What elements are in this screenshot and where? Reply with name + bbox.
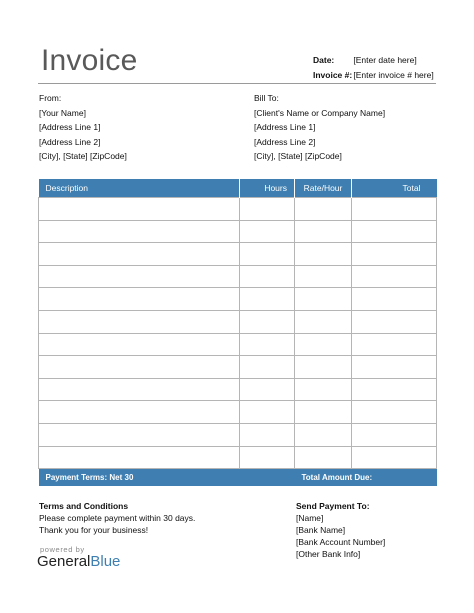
table-row	[39, 220, 437, 243]
column-header-total: Total	[352, 179, 437, 198]
column-header-rate: Rate/Hour	[295, 179, 352, 198]
send-payment-heading: Send Payment To:	[296, 501, 370, 511]
terms-block	[39, 500, 195, 536]
cell-hours[interactable]	[240, 220, 295, 243]
bill-to-city-state-zip[interactable]: [City], [State] [ZipCode]	[254, 151, 342, 162]
bill-to-block	[254, 91, 385, 164]
from-block	[39, 91, 127, 164]
cell-rate[interactable]	[295, 333, 352, 356]
bill-to-address-line-2[interactable]: [Address Line 2]	[254, 136, 316, 147]
total-amount-due-label: Total Amount Due:	[295, 469, 437, 487]
cell-rate[interactable]	[295, 446, 352, 469]
table-row	[39, 446, 437, 469]
line-items-table	[38, 179, 437, 486]
header-divider	[38, 83, 436, 84]
cell-total[interactable]	[352, 401, 437, 424]
cell-hours[interactable]	[240, 243, 295, 266]
cell-total[interactable]	[352, 446, 437, 469]
payment-terms: Payment Terms: Net 30	[39, 469, 295, 487]
bill-to-label: Bill To:	[254, 93, 279, 103]
cell-rate[interactable]	[295, 310, 352, 333]
invoice-title: Invoice	[41, 44, 138, 77]
cell-description[interactable]	[39, 198, 240, 221]
table-header-row	[39, 179, 437, 198]
table-row	[39, 378, 437, 401]
cell-hours[interactable]	[240, 288, 295, 311]
cell-description[interactable]	[39, 356, 240, 379]
table-row	[39, 265, 437, 288]
cell-total[interactable]	[352, 423, 437, 446]
table-row	[39, 423, 437, 446]
payment-other-info[interactable]: [Other Bank Info]	[296, 549, 361, 559]
bill-to-name[interactable]: [Client's Name or Company Name]	[254, 107, 386, 118]
brand-name-part-2: Blue	[90, 553, 121, 570]
cell-rate[interactable]	[295, 378, 352, 401]
invoice-number-value[interactable]: [Enter invoice # here]	[353, 70, 434, 80]
cell-description[interactable]	[39, 446, 240, 469]
cell-total[interactable]	[352, 198, 437, 221]
brand-logo	[37, 552, 120, 572]
from-address-line-1[interactable]: [Address Line 1]	[39, 122, 101, 133]
cell-description[interactable]	[39, 220, 240, 243]
payment-name[interactable]: [Name]	[296, 513, 324, 523]
payment-account-number[interactable]: [Bank Account Number]	[296, 537, 386, 547]
cell-hours[interactable]	[240, 401, 295, 424]
table-row	[39, 401, 437, 424]
cell-description[interactable]	[39, 423, 240, 446]
cell-total[interactable]	[352, 310, 437, 333]
cell-hours[interactable]	[240, 265, 295, 288]
cell-total[interactable]	[352, 243, 437, 266]
date-row	[313, 54, 417, 66]
table-row	[39, 310, 437, 333]
cell-total[interactable]	[352, 333, 437, 356]
cell-rate[interactable]	[295, 220, 352, 243]
cell-total[interactable]	[352, 378, 437, 401]
cell-hours[interactable]	[240, 378, 295, 401]
send-payment-block	[296, 500, 385, 560]
from-label: From:	[39, 93, 62, 103]
cell-rate[interactable]	[295, 401, 352, 424]
invoice-number-label: Invoice #:	[313, 70, 353, 80]
cell-hours[interactable]	[240, 333, 295, 356]
cell-total[interactable]	[352, 265, 437, 288]
cell-description[interactable]	[39, 243, 240, 266]
cell-total[interactable]	[352, 220, 437, 243]
table-row	[39, 198, 437, 221]
cell-rate[interactable]	[295, 356, 352, 379]
cell-rate[interactable]	[295, 198, 352, 221]
cell-description[interactable]	[39, 310, 240, 333]
cell-hours[interactable]	[240, 198, 295, 221]
from-address-line-2[interactable]: [Address Line 2]	[39, 136, 101, 147]
cell-rate[interactable]	[295, 265, 352, 288]
cell-description[interactable]	[39, 288, 240, 311]
table-row	[39, 288, 437, 311]
table-row	[39, 356, 437, 379]
terms-line-1: Please complete payment within 30 days.	[39, 513, 196, 523]
from-city-state-zip[interactable]: [City], [State] [ZipCode]	[39, 151, 127, 162]
cell-total[interactable]	[352, 356, 437, 379]
cell-hours[interactable]	[240, 446, 295, 469]
cell-description[interactable]	[39, 401, 240, 424]
brand-name-part-1: General	[37, 553, 91, 570]
powered-by-label: powered by	[40, 545, 85, 554]
cell-rate[interactable]	[295, 288, 352, 311]
terms-line-2: Thank you for your business!	[39, 525, 149, 535]
bill-to-address-line-1[interactable]: [Address Line 1]	[254, 122, 316, 133]
date-value[interactable]: [Enter date here]	[353, 55, 417, 65]
table-footer-row	[39, 469, 437, 487]
cell-hours[interactable]	[240, 310, 295, 333]
column-header-description: Description	[39, 179, 240, 198]
table-row	[39, 333, 437, 356]
line-items-body	[39, 198, 437, 469]
cell-description[interactable]	[39, 265, 240, 288]
from-name[interactable]: [Your Name]	[39, 107, 86, 118]
cell-description[interactable]	[39, 378, 240, 401]
cell-rate[interactable]	[295, 243, 352, 266]
invoice-number-row	[313, 69, 434, 81]
cell-total[interactable]	[352, 288, 437, 311]
column-header-hours: Hours	[240, 179, 295, 198]
terms-heading: Terms and Conditions	[39, 501, 129, 511]
payment-bank-name[interactable]: [Bank Name]	[296, 525, 346, 535]
cell-rate[interactable]	[295, 423, 352, 446]
cell-description[interactable]	[39, 333, 240, 356]
cell-hours[interactable]	[240, 356, 295, 379]
table-row	[39, 243, 437, 266]
cell-hours[interactable]	[240, 423, 295, 446]
date-label: Date:	[313, 55, 335, 65]
